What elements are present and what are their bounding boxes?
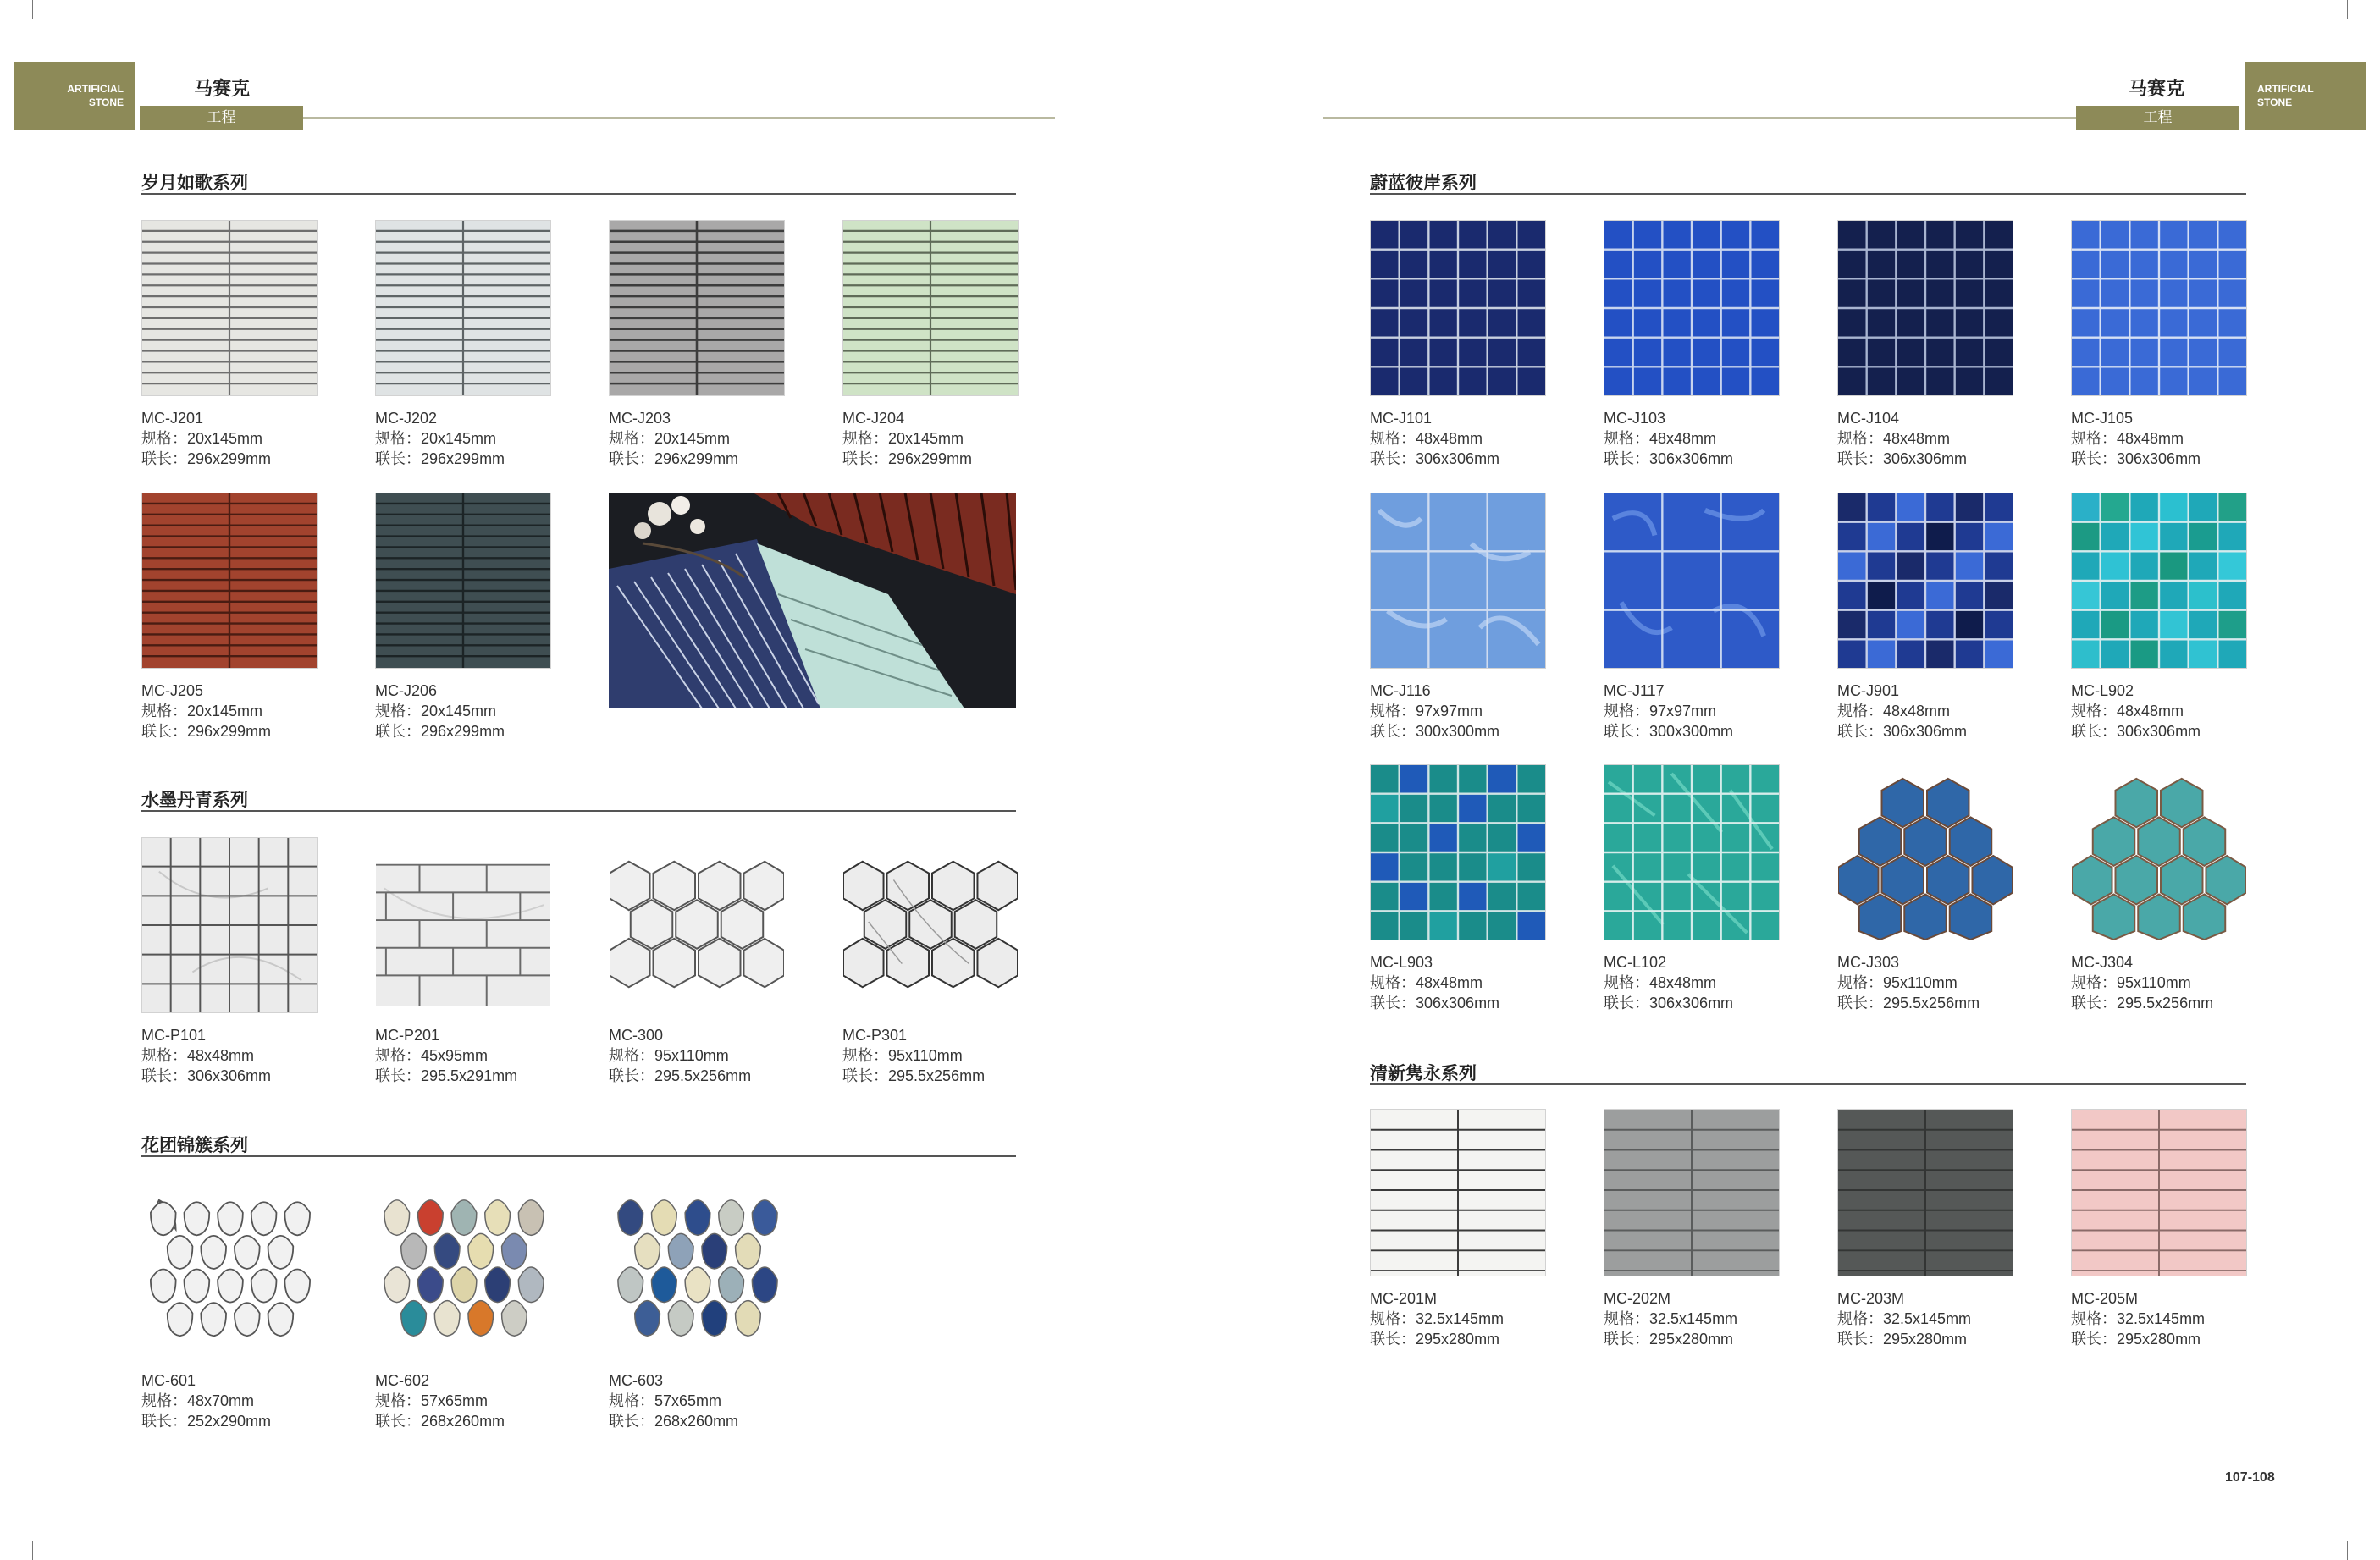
product-code: MC-201M	[1370, 1290, 1438, 1307]
tile-image	[1604, 493, 1780, 669]
page-title-right: 马赛克	[2129, 78, 2185, 99]
product-code: MC-202M	[1604, 1290, 1671, 1307]
crop-mark	[32, 1541, 33, 1560]
product-size: 规格：57x65mm	[375, 1392, 489, 1409]
product-sheet: 联长：295.5x256mm	[842, 1067, 986, 1084]
product-size: 规格：20x145mm	[842, 430, 964, 447]
product-card[interactable]	[1370, 764, 1546, 1013]
product-code: MC-J303	[1837, 954, 1900, 971]
tile-image	[375, 837, 551, 1013]
tile-image	[375, 220, 551, 396]
product-sheet: 联长：306x306mm	[1837, 450, 1968, 467]
product-size: 规格：32.5x145mm	[1370, 1310, 1505, 1327]
product-sheet: 联长：306x306mm	[2071, 450, 2201, 467]
product-sheet: 联长：300x300mm	[1604, 723, 1734, 740]
tile-image	[141, 493, 318, 669]
product-code: MC-J204	[842, 410, 905, 427]
tile-image	[2071, 1109, 2247, 1276]
product-card[interactable]	[1837, 493, 2013, 741]
tile-image	[609, 837, 785, 1013]
product-size: 规格：32.5x145mm	[1604, 1310, 1738, 1327]
product-size: 规格：20x145mm	[609, 430, 731, 447]
product-size: 规格：57x65mm	[609, 1392, 722, 1409]
tile-image	[609, 220, 785, 396]
tile-image	[1837, 764, 2013, 940]
product-card[interactable]	[141, 493, 318, 741]
header-rule-right	[1323, 117, 2076, 119]
brand-box-left	[14, 62, 135, 130]
product-code: MC-J205	[141, 682, 204, 699]
product-code: MC-J116	[1370, 682, 1431, 699]
page-number: 107-108	[2225, 1470, 2275, 1485]
product-card[interactable]	[375, 1182, 551, 1431]
product-sheet: 联长：295x280mm	[2071, 1331, 2201, 1348]
product-sheet: 联长：295x280mm	[1837, 1331, 1968, 1348]
product-card[interactable]	[1837, 220, 2013, 469]
product-size: 规格：48x48mm	[2071, 703, 2184, 719]
product-sheet: 联长：296x299mm	[141, 450, 272, 467]
product-code: MC-205M	[2071, 1290, 2139, 1307]
section-title: 水墨丹青系列	[141, 791, 248, 810]
tile-image	[141, 837, 318, 1013]
product-size: 规格：95x110mm	[609, 1047, 729, 1064]
product-code: MC-J103	[1604, 410, 1666, 427]
product-sheet: 联长：306x306mm	[141, 1067, 272, 1084]
brand-line: STONE	[88, 96, 124, 108]
product-code: MC-P101	[141, 1027, 207, 1044]
product-code: MC-L903	[1370, 954, 1433, 971]
product-size: 规格：97x97mm	[1604, 703, 1717, 719]
section-title: 清新隽永系列	[1370, 1064, 1477, 1083]
header-rule-left	[303, 117, 1055, 119]
product-size: 规格：45x95mm	[375, 1047, 489, 1064]
crop-mark	[2347, 1541, 2348, 1560]
tile-image	[2071, 220, 2247, 396]
product-card[interactable]	[141, 837, 318, 1086]
product-code: MC-601	[141, 1372, 196, 1389]
brand-box-right	[2245, 62, 2366, 130]
brand-line: ARTIFICIAL	[67, 83, 124, 95]
product-code: MC-J901	[1837, 682, 1900, 699]
product-sheet: 联长：306x306mm	[1604, 450, 1734, 467]
product-size: 规格：20x145mm	[141, 430, 263, 447]
tile-image	[1604, 1109, 1780, 1276]
tile-image	[1837, 1109, 2013, 1276]
product-sheet: 联长：296x299mm	[375, 450, 505, 467]
product-size: 规格：95x110mm	[842, 1047, 963, 1064]
product-sheet: 联长：252x290mm	[141, 1413, 272, 1430]
tile-image	[2071, 764, 2247, 940]
product-sheet: 联长：296x299mm	[141, 723, 272, 740]
product-code: MC-J202	[375, 410, 438, 427]
tile-image	[1370, 1109, 1546, 1276]
section-title: 花团锦簇系列	[141, 1136, 248, 1155]
product-sheet: 联长：295.5x256mm	[1837, 995, 1980, 1012]
page-tag-left: 工程	[140, 106, 303, 130]
product-size: 规格：48x48mm	[141, 1047, 255, 1064]
product-sheet: 联长：296x299mm	[842, 450, 973, 467]
product-sheet: 联长：306x306mm	[2071, 723, 2201, 740]
product-size: 规格：48x48mm	[1837, 430, 1951, 447]
product-card[interactable]	[842, 220, 1019, 469]
product-code: MC-J105	[2071, 410, 2134, 427]
product-sheet: 联长：296x299mm	[375, 723, 505, 740]
section-rule	[1370, 193, 2246, 195]
product-card[interactable]	[141, 220, 318, 469]
tile-image	[1370, 764, 1546, 940]
page-title-left: 马赛克	[194, 78, 251, 99]
product-card[interactable]	[2071, 764, 2247, 1013]
section-rule	[141, 1155, 1016, 1157]
product-card[interactable]	[609, 837, 785, 1086]
tile-image	[2071, 493, 2247, 669]
tile-image	[842, 837, 1019, 1013]
product-card[interactable]	[1837, 1109, 2013, 1349]
product-size: 规格：48x48mm	[1370, 430, 1483, 447]
product-code: MC-603	[609, 1372, 664, 1389]
product-code: MC-L902	[2071, 682, 2134, 699]
product-code: MC-203M	[1837, 1290, 1905, 1307]
tile-image	[1604, 764, 1780, 940]
product-sheet: 联长：306x306mm	[1604, 995, 1734, 1012]
product-size: 规格：48x48mm	[1604, 974, 1717, 991]
tile-image	[1370, 493, 1546, 669]
product-card[interactable]	[609, 1182, 785, 1431]
tile-image	[609, 1182, 785, 1359]
product-card[interactable]	[842, 837, 1019, 1086]
product-sheet: 联长：268x260mm	[609, 1413, 739, 1430]
product-size: 规格：32.5x145mm	[1837, 1310, 1972, 1327]
section-rule	[1370, 1083, 2246, 1085]
product-size: 规格：95x110mm	[2071, 974, 2191, 991]
section-rule	[141, 810, 1016, 812]
product-card[interactable]	[2071, 220, 2247, 469]
product-sheet: 联长：306x306mm	[1370, 450, 1500, 467]
product-code: MC-300	[609, 1027, 664, 1044]
product-size: 规格：48x48mm	[1837, 703, 1951, 719]
product-code: MC-J304	[2071, 954, 2134, 971]
product-code: MC-J101	[1370, 410, 1433, 427]
product-code: MC-602	[375, 1372, 430, 1389]
product-size: 规格：20x145mm	[141, 703, 263, 719]
product-card[interactable]	[1837, 764, 2013, 1013]
product-card[interactable]	[1604, 493, 1780, 741]
brand-line: STONE	[2257, 96, 2293, 108]
product-card[interactable]	[2071, 493, 2247, 741]
product-card[interactable]	[1370, 493, 1546, 741]
scene-photo	[609, 493, 1016, 708]
product-sheet: 联长：295x280mm	[1370, 1331, 1500, 1348]
product-card[interactable]	[1604, 764, 1780, 1013]
product-sheet: 联长：306x306mm	[1837, 723, 1968, 740]
product-code: MC-J203	[609, 410, 671, 427]
product-card[interactable]	[609, 220, 785, 469]
product-size: 规格：20x145mm	[375, 703, 497, 719]
product-card[interactable]	[375, 220, 551, 469]
section-rule	[141, 193, 1016, 195]
product-size: 规格：20x145mm	[375, 430, 497, 447]
product-code: MC-J117	[1604, 682, 1665, 699]
product-sheet: 联长：300x300mm	[1370, 723, 1500, 740]
product-card[interactable]	[2071, 1109, 2247, 1349]
product-code: MC-L102	[1604, 954, 1667, 971]
product-sheet: 联长：295.5x291mm	[375, 1067, 518, 1084]
product-code: MC-P301	[842, 1027, 908, 1044]
section-title: 蔚蓝彼岸系列	[1370, 174, 1477, 193]
page-tag-right: 工程	[2076, 106, 2239, 130]
tile-image	[1837, 220, 2013, 396]
product-sheet: 联长：296x299mm	[609, 450, 739, 467]
product-card[interactable]	[1604, 220, 1780, 469]
product-card[interactable]	[141, 1182, 318, 1431]
tile-image	[1370, 220, 1546, 396]
tile-image	[1604, 220, 1780, 396]
product-sheet: 联长：295x280mm	[1604, 1331, 1734, 1348]
product-code: MC-J104	[1837, 410, 1900, 427]
product-sheet: 联长：295.5x256mm	[2071, 995, 2214, 1012]
brand-line: ARTIFICIAL	[2257, 83, 2314, 95]
product-size: 规格：95x110mm	[1837, 974, 1958, 991]
product-size: 规格：48x48mm	[2071, 430, 2184, 447]
product-code: MC-P201	[375, 1027, 440, 1044]
tile-image	[842, 220, 1019, 396]
product-sheet: 联长：295.5x256mm	[609, 1067, 752, 1084]
product-card[interactable]	[1370, 220, 1546, 469]
tile-image	[375, 493, 551, 669]
product-sheet: 联长：306x306mm	[1370, 995, 1500, 1012]
product-sheet: 联长：268x260mm	[375, 1413, 505, 1430]
product-code: MC-J206	[375, 682, 438, 699]
product-code: MC-J201	[141, 410, 204, 427]
product-size: 规格：48x70mm	[141, 1392, 255, 1409]
product-card[interactable]	[1604, 1109, 1780, 1349]
product-card[interactable]	[375, 837, 551, 1086]
product-card[interactable]	[375, 493, 551, 741]
product-size: 规格：32.5x145mm	[2071, 1310, 2206, 1327]
crop-mark	[2347, 0, 2348, 19]
section-title: 岁月如歌系列	[141, 174, 248, 193]
tile-image	[141, 220, 318, 396]
product-size: 规格：48x48mm	[1370, 974, 1483, 991]
product-size: 规格：48x48mm	[1604, 430, 1717, 447]
product-size: 规格：97x97mm	[1370, 703, 1483, 719]
tile-image	[375, 1182, 551, 1359]
tile-image	[141, 1182, 318, 1359]
crop-mark	[32, 0, 33, 19]
product-card[interactable]	[1370, 1109, 1546, 1349]
tile-image	[1837, 493, 2013, 669]
